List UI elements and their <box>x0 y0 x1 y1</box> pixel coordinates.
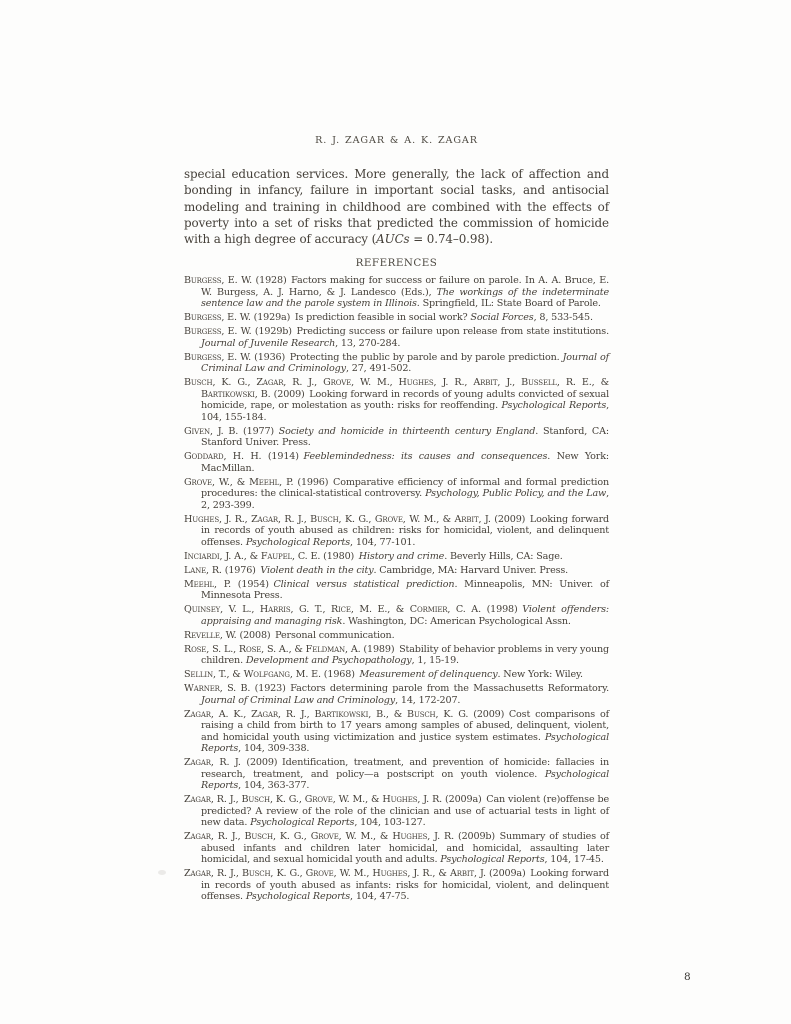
reference-entry: Burgess, E. W. (1936) Protecting the public by parole and by parole prediction. Journal of Criminal Law and Criminology, 27, 491-502. <box>184 351 609 375</box>
references-heading: REFERENCES <box>355 257 438 270</box>
reference-entry: Zagar, R. J., Busch, K. G., Grove, W. M., Hughes, J. R., & Arbit, J. (2009a) Looking forward in records of youth abused as infants: risks for homicidal, violent, and delinquent offenses. Psychological Reports, 104, 47-75. <box>184 868 609 903</box>
reference-entry: Burgess, E. W. (1929b) Predicting success or failure upon release from state institutions. Journal of Juvenile Research, 13, 270-284. <box>184 326 609 349</box>
reference-entry: Grove, W., & Meehl, P. (1996) Comparative efficiency of informal and formal prediction procedures: the clinical-statistical controversy. Psychology, Public Policy, and the Law, 2, 293-399. <box>184 476 610 511</box>
reference-entry: Goddard, H. H. (1914) Feeblemindedness: its causes and consequences. New York: MacMillan. <box>184 451 609 474</box>
reference-entry: Quinsey, V. L., Harris, G. T., Rice, M. E., & Cormier, C. A. (1998) Violent offenders: appraising and managing risk. Washington, DC: American Psychological Assn. <box>184 604 609 627</box>
reference-entry: Zagar, R. J. (2009) Identification, treatment, and prevention of homicide: fallacies in research, treatment, and policy—a postscript on youth violence. Psychological Reports, 104, 363-377. <box>184 757 609 792</box>
reference-entry: Sellin, T., & Wolfgang, M. E. (1968) Measurement of delinquency. New York: Wiley. <box>184 669 583 681</box>
running-head: R. J. ZAGAR & A. K. ZAGAR <box>315 135 478 146</box>
reference-entry: Given, J. B. (1977) Society and homicide in thirteenth century England. Stanford, CA: Stanford Univer. Press. <box>184 425 609 449</box>
text-column <box>184 135 609 905</box>
reference-entry: Busch, K. G., Zagar, R. J., Grove, W. M., Hughes, J. R., Arbit, J., Bussell, R. E., & Bartikowski, B. (2009) Looking forward in records of young adults convicted of sexual homicide, rape, or molestation as youth: risks for reoffending. Psychological Reports, 104, 155-184. <box>184 377 610 423</box>
reference-entry: Zagar, R. J., Busch, K. G., Grove, W. M., & Hughes, J. R. (2009b) Summary of studies of abused infants and children later homicidal, and homicidal, assaulting later homicidal, and sexual homicidal youth and adults. Psychological Reports, 104, 17-45. <box>184 831 609 866</box>
reference-entry: Burgess, E. W. (1929a) Is prediction feasible in social work? Social Forces, 8, 533-545. <box>184 312 593 324</box>
reference-entry: Rose, S. L., Rose, S. A., & Feldman, A. (1989) Stability of behavior problems in very young children. Development and Psychopathology, 1, 15-19. <box>184 643 609 667</box>
reference-entry: Burgess, E. W. (1928) Factors making for success or failure on parole. In A. A. Bruce, E. W. Burgess, A. J. Harno, & J. Landesco (Eds.), The workings of the indeterminate sentence law and the parole system in Illinois. Springfield, IL: State Board of Parole. <box>184 275 610 310</box>
reference-entry: Lane, R. (1976) Violent death in the city. Cambridge, MA: Harvard Univer. Press. <box>184 564 569 576</box>
reference-entry: Meehl, P. (1954) Clinical versus statistical prediction. Minneapolis, MN: Univer. of Minnesota Press. <box>184 578 609 602</box>
reference-entry: Inciardi, J. A., & Faupel, C. E. (1980) History and crime. Beverly Hills, CA: Sage. <box>184 550 563 562</box>
scan-artifact <box>158 870 166 875</box>
reference-entry: Zagar, A. K., Zagar, R. J., Bartikowski, B., & Busch, K. G. (2009) Cost comparisons of raising a child from birth to 17 years among samples of abused, delinquent, violent, and homicidal youth using victimization and justice system estimates. Psychological Reports, 104, 309-338. <box>184 708 609 755</box>
reference-entry: Warner, S. B. (1923) Factors determining parole from the Massachusetts Reformatory. Journal of Criminal Law and Criminology, 14, 172-207. <box>184 683 609 706</box>
reference-entry: Zagar, R. J., Busch, K. G., Grove, W. M., & Hughes, J. R. (2009a) Can violent (re)offense be predicted? A review of the role of the clinician and use of actuarial tests in light of new data. Psychological Reports, 104, 103-127. <box>184 794 609 829</box>
reference-entry: Hughes, J. R., Zagar, R. J., Busch, K. G., Grove, W. M., & Arbit, J. (2009) Looking forward in records of youth abused as children: risks for homicidal, violent, and delinquent offenses. Psychological Reports, 104, 77-101. <box>184 513 610 548</box>
page-number: 8 <box>684 971 691 983</box>
reference-entry: Revelle, W. (2008) Personal communication. <box>184 629 395 641</box>
references-list <box>184 275 609 903</box>
intro-paragraph: special education services. More generally, the lack of affection and bonding in infancy, failure in important social tasks, and antisocial modeling and training in childhood are combined with the effects of poverty into a set of risks that predicted the commission of homicide with a high degree of accuracy (AUCs = 0.74–0.98). <box>184 167 609 247</box>
